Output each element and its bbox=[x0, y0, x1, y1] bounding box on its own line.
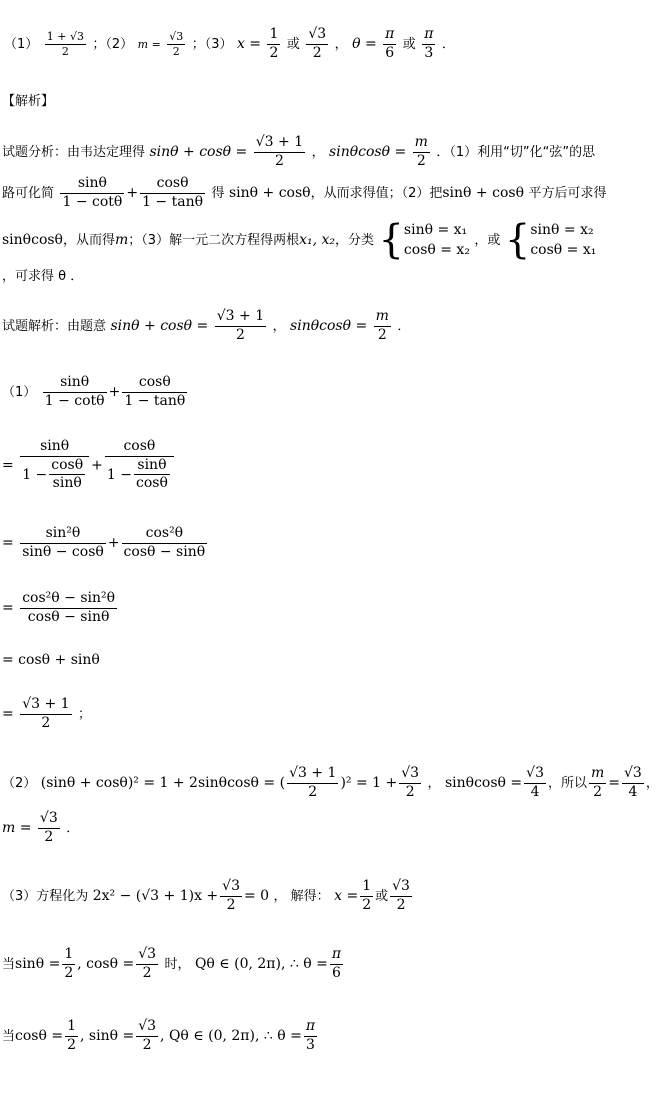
fraction: $\frac{\text{cos²θ}}{\cos\theta - \sin\theta}$ bbox=[123, 525, 206, 560]
analysis-line-2: 路可化简 $\frac{\sin\theta}{1 - \cot\theta}$ + $\frac{\cos\theta}{1 - \tan\theta}$ 得 sinθ + cosθ，从而求得值；（2）把sinθ + cosθ 平方后可求得 bbox=[2, 175, 607, 210]
case-brace: { sinθ = x₁ cosθ = x₂ bbox=[378, 217, 470, 263]
case-1-line: 当sinθ = $\frac{1}{2}$ , cosθ = $\frac{√3}{2}$ 时， Qθ ∈ (0, 2π), ∴ θ = $\frac{\pi}{6}$ bbox=[2, 946, 342, 981]
analysis-line-1: 试题分析：由韦达定理得 sinθ + cosθ = $\frac{√3 + 1}{2}$ ， sinθcosθ = $\frac{m}{2}$ ．（1）利用“切”化“弦”的思 bbox=[2, 134, 596, 169]
fraction: $\frac{√3}{2}$ bbox=[169, 29, 184, 58]
fraction: $\frac{√3}{4}$ bbox=[624, 765, 642, 800]
m-result: m = $\frac{√3}{2}$ ． bbox=[2, 810, 80, 845]
fraction: $\frac{m}{2}$ bbox=[591, 765, 605, 800]
fraction: $\frac{√3}{2}$ bbox=[401, 765, 420, 800]
fraction: $\frac{√3 + 1}{2}$ bbox=[255, 134, 304, 169]
analysis-line-3: sinθcosθ，从而得m；（3）解一元二次方程得两根x₁, x₂，分类 { sinθ = x₁ cosθ = x₂ ，或 { sinθ = x₂ cosθ = x₁ bbox=[2, 217, 597, 263]
fraction: $\frac{\pi}{3}$ bbox=[424, 26, 434, 61]
fraction: $\frac{√3}{2}$ bbox=[392, 878, 410, 913]
fraction: $\frac{\text{sin²θ}}{\sin\theta - \cos\theta}$ bbox=[22, 525, 104, 560]
fraction: $\frac{√3 + 1}{2}$ bbox=[289, 765, 337, 800]
fraction: $\frac{\text{cos²θ − sin²θ}}{\cos\theta - \sin\theta}$ bbox=[22, 590, 116, 625]
section-heading: 【解析】 bbox=[2, 94, 55, 109]
step-6: = $\frac{√3 + 1}{2}$ ； bbox=[2, 696, 92, 731]
step-4: = $\frac{\text{cos²θ − sin²θ}}{\cos\theta - \sin\theta}$ bbox=[2, 590, 116, 625]
fraction: $\frac{\pi}{6}$ bbox=[331, 946, 342, 981]
part-label: （1） bbox=[4, 37, 39, 52]
fraction: $\frac{√3}{4}$ bbox=[526, 765, 544, 800]
fraction: $\frac{√3}{2}$ bbox=[222, 878, 240, 913]
fraction: $\frac{\pi}{6}$ bbox=[385, 26, 395, 61]
fraction: $\frac{1 + √3}{2}$ bbox=[46, 29, 84, 58]
part-2-line: （2） (sinθ + cosθ)² = 1 + 2sinθcosθ = ( $\frac{√3 + 1}{2}$ )² = 1 + $\frac{√3}{2}$ ， sinθcosθ = $\frac{√3}{4}$ ，所以 $\frac{m}{2}$ = $\frac{√3}{4}$ ， bbox=[2, 765, 659, 800]
fraction: $\frac{m}{2}$ bbox=[375, 308, 389, 343]
fraction: $\frac{\sin\theta}{1 - \cot\theta}$ bbox=[44, 374, 105, 409]
step-5: = cosθ + sinθ bbox=[2, 652, 100, 668]
step-3: = $\frac{\text{sin²θ}}{\sin\theta - \cos\theta}$ + $\frac{\text{cos²θ}}{\cos\theta - \sin\theta}$ bbox=[2, 525, 206, 560]
step-1: （1） $\frac{\sin\theta}{1 - \cot\theta}$ + $\frac{\cos\theta}{1 - \tan\theta}$ bbox=[2, 374, 186, 409]
part-3-line: （3）方程化为 2x² − (√3 + 1)x + $\frac{√3}{2}$ = 0 ， 解得： x = $\frac{1}{2}$ 或 $\frac{√3}{2}$ bbox=[2, 878, 410, 913]
fraction: $\frac{\cos\theta}{1 - \tan\theta}$ bbox=[124, 374, 186, 409]
fraction: $\frac{1}{2}$ bbox=[67, 1018, 77, 1053]
fraction: cosθ 1 − $\frac{\sin\theta}{\cos\theta}$ bbox=[105, 438, 174, 493]
fraction: sinθ 1 − $\frac{\cos\theta}{\sin\theta}$ bbox=[20, 438, 89, 493]
fraction: $\frac{√3}{2}$ bbox=[308, 26, 327, 61]
fraction: $\frac{m}{2}$ bbox=[414, 134, 428, 169]
fraction: $\frac{\pi}{3}$ bbox=[305, 1018, 316, 1053]
fraction: $\frac{√3}{2}$ bbox=[138, 946, 157, 981]
fraction: $\frac{1}{2}$ bbox=[64, 946, 74, 981]
fraction: $\frac{\cos\theta}{1 - \tan\theta}$ bbox=[142, 175, 204, 210]
solution-intro: 试题解析：由题意 sinθ + cosθ = $\frac{√3 + 1}{2}$ ， sinθcosθ = $\frac{m}{2}$ ． bbox=[2, 308, 411, 343]
fraction: $\frac{\sin\theta}{1 - \cot\theta}$ bbox=[62, 175, 123, 210]
fraction: $\frac{√3 + 1}{2}$ bbox=[22, 696, 70, 731]
step-2: = sinθ 1 − $\frac{\cos\theta}{\sin\theta}$ + cosθ 1 − $\frac{\sin\theta}{\cos\theta}$ bbox=[2, 438, 176, 493]
analysis-line-4: ，可求得 θ ． bbox=[2, 269, 84, 284]
fraction: $\frac{1}{2}$ bbox=[269, 26, 279, 61]
fraction: $\frac{√3}{2}$ bbox=[138, 1018, 157, 1053]
fraction: $\frac{√3}{2}$ bbox=[39, 810, 58, 845]
case-2-line: 当cosθ = $\frac{1}{2}$ , sinθ = $\frac{√3}{2}$ , Qθ ∈ (0, 2π), ∴ θ = $\frac{\pi}{3}$ bbox=[2, 1018, 316, 1053]
case-brace: { sinθ = x₂ cosθ = x₁ bbox=[504, 217, 597, 263]
fraction: $\frac{1}{2}$ bbox=[362, 878, 372, 913]
answer-line: （1） $\frac{1 + √3}{2}$ ；（2） m = $\frac{√3}{2}$ ；（3） x = $\frac{1}{2}$ 或 $\frac{√3}{2}$ ， θ = $\frac{\pi}{6}$ 或 $\frac{\pi}{3}$ ． bbox=[4, 26, 455, 61]
fraction: $\frac{√3 + 1}{2}$ bbox=[216, 308, 265, 343]
